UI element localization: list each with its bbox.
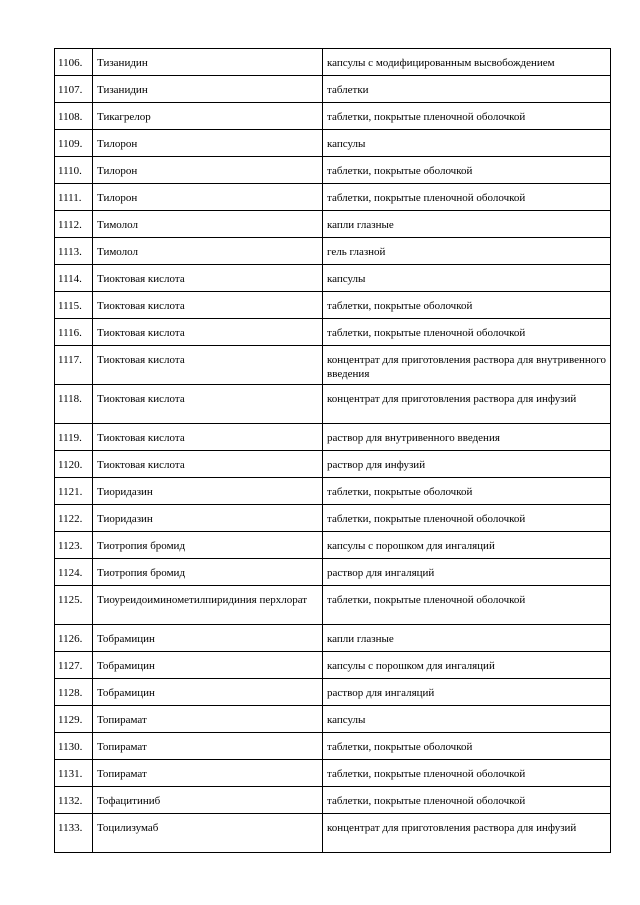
drug-name: Тиоридазин (93, 478, 323, 505)
row-number: 1117. (55, 346, 93, 385)
dosage-form: раствор для инфузий (323, 451, 611, 478)
dosage-form: капсулы (323, 130, 611, 157)
dosage-form: таблетки, покрытые оболочкой (323, 292, 611, 319)
row-number: 1108. (55, 103, 93, 130)
row-number: 1125. (55, 586, 93, 625)
row-number: 1110. (55, 157, 93, 184)
table-row (55, 130, 611, 157)
row-number: 1116. (55, 319, 93, 346)
row-number: 1120. (55, 451, 93, 478)
dosage-form: концентрат для приготовления раствора для внутривенного введения (323, 346, 611, 385)
drug-name: Тобрамицин (93, 679, 323, 706)
dosage-form: таблетки, покрытые пленочной оболочкой (323, 184, 611, 211)
table-row (55, 760, 611, 787)
drug-name: Тизанидин (93, 49, 323, 76)
drug-name: Тикагрелор (93, 103, 323, 130)
row-number: 1121. (55, 478, 93, 505)
drug-name: Тиоктовая кислота (93, 265, 323, 292)
drug-name: Тилорон (93, 184, 323, 211)
table-row (55, 652, 611, 679)
drug-name: Тиоктовая кислота (93, 319, 323, 346)
table-row (55, 787, 611, 814)
dosage-form: таблетки, покрытые пленочной оболочкой (323, 787, 611, 814)
row-number: 1132. (55, 787, 93, 814)
dosage-form: таблетки, покрытые пленочной оболочкой (323, 586, 611, 625)
dosage-form: таблетки, покрытые оболочкой (323, 478, 611, 505)
row-number: 1109. (55, 130, 93, 157)
dosage-form: капсулы с модифицированным высвобождением (323, 49, 611, 76)
drug-name: Тиоктовая кислота (93, 346, 323, 385)
dosage-form: капли глазные (323, 625, 611, 652)
drug-name: Топирамат (93, 733, 323, 760)
row-number: 1127. (55, 652, 93, 679)
dosage-form: раствор для внутривенного введения (323, 424, 611, 451)
dosage-form: концентрат для приготовления раствора для инфузий (323, 385, 611, 424)
row-number: 1122. (55, 505, 93, 532)
row-number: 1113. (55, 238, 93, 265)
row-number: 1112. (55, 211, 93, 238)
drug-name: Топирамат (93, 706, 323, 733)
dosage-form: раствор для ингаляций (323, 559, 611, 586)
drug-name: Тоцилизумаб (93, 814, 323, 853)
row-number: 1133. (55, 814, 93, 853)
table-row (55, 157, 611, 184)
drug-name: Тиотропия бромид (93, 532, 323, 559)
dosage-form: таблетки, покрытые пленочной оболочкой (323, 103, 611, 130)
dosage-form: таблетки (323, 76, 611, 103)
table-row (55, 814, 611, 853)
drug-name: Тимолол (93, 211, 323, 238)
table-row (55, 319, 611, 346)
row-number: 1128. (55, 679, 93, 706)
dosage-form: капсулы (323, 265, 611, 292)
dosage-form: таблетки, покрытые пленочной оболочкой (323, 505, 611, 532)
table-row (55, 586, 611, 625)
dosage-form: раствор для ингаляций (323, 679, 611, 706)
table-row (55, 625, 611, 652)
drug-table (54, 48, 611, 853)
row-number: 1123. (55, 532, 93, 559)
table-row (55, 49, 611, 76)
drug-name: Тимолол (93, 238, 323, 265)
dosage-form: капсулы с порошком для ингаляций (323, 532, 611, 559)
drug-name: Тиоктовая кислота (93, 451, 323, 478)
drug-name: Тиоктовая кислота (93, 292, 323, 319)
table-row (55, 706, 611, 733)
row-number: 1129. (55, 706, 93, 733)
table-row (55, 532, 611, 559)
row-number: 1111. (55, 184, 93, 211)
row-number: 1126. (55, 625, 93, 652)
row-number: 1131. (55, 760, 93, 787)
row-number: 1130. (55, 733, 93, 760)
dosage-form: капсулы с порошком для ингаляций (323, 652, 611, 679)
table-row (55, 103, 611, 130)
table-row (55, 559, 611, 586)
table-row (55, 265, 611, 292)
row-number: 1107. (55, 76, 93, 103)
drug-name: Тиоктовая кислота (93, 424, 323, 451)
row-number: 1106. (55, 49, 93, 76)
table-row (55, 385, 611, 424)
dosage-form: концентрат для приготовления раствора для инфузий (323, 814, 611, 853)
drug-name: Тиотропия бромид (93, 559, 323, 586)
table-row (55, 478, 611, 505)
dosage-form: таблетки, покрытые пленочной оболочкой (323, 760, 611, 787)
table-row (55, 424, 611, 451)
dosage-form: таблетки, покрытые пленочной оболочкой (323, 319, 611, 346)
table-row (55, 505, 611, 532)
drug-name: Тилорон (93, 130, 323, 157)
row-number: 1114. (55, 265, 93, 292)
drug-name: Тофацитиниб (93, 787, 323, 814)
table-row (55, 292, 611, 319)
row-number: 1124. (55, 559, 93, 586)
row-number: 1118. (55, 385, 93, 424)
table-row (55, 184, 611, 211)
drug-name: Тобрамицин (93, 625, 323, 652)
drug-name: Тобрамицин (93, 652, 323, 679)
row-number: 1119. (55, 424, 93, 451)
dosage-form: таблетки, покрытые оболочкой (323, 157, 611, 184)
drug-name: Тизанидин (93, 76, 323, 103)
table-row (55, 679, 611, 706)
dosage-form: таблетки, покрытые оболочкой (323, 733, 611, 760)
dosage-form: капсулы (323, 706, 611, 733)
dosage-form: гель глазной (323, 238, 611, 265)
drug-name: Тилорон (93, 157, 323, 184)
drug-name: Тиоктовая кислота (93, 385, 323, 424)
drug-name: Тиоридазин (93, 505, 323, 532)
drug-name: Топирамат (93, 760, 323, 787)
drug-name: Тиоуреидоиминометилпиридиния перхлорат (93, 586, 323, 625)
table-row (55, 346, 611, 385)
table-row (55, 451, 611, 478)
table-row (55, 733, 611, 760)
table-row (55, 238, 611, 265)
table-row (55, 211, 611, 238)
dosage-form: капли глазные (323, 211, 611, 238)
table-row (55, 76, 611, 103)
row-number: 1115. (55, 292, 93, 319)
